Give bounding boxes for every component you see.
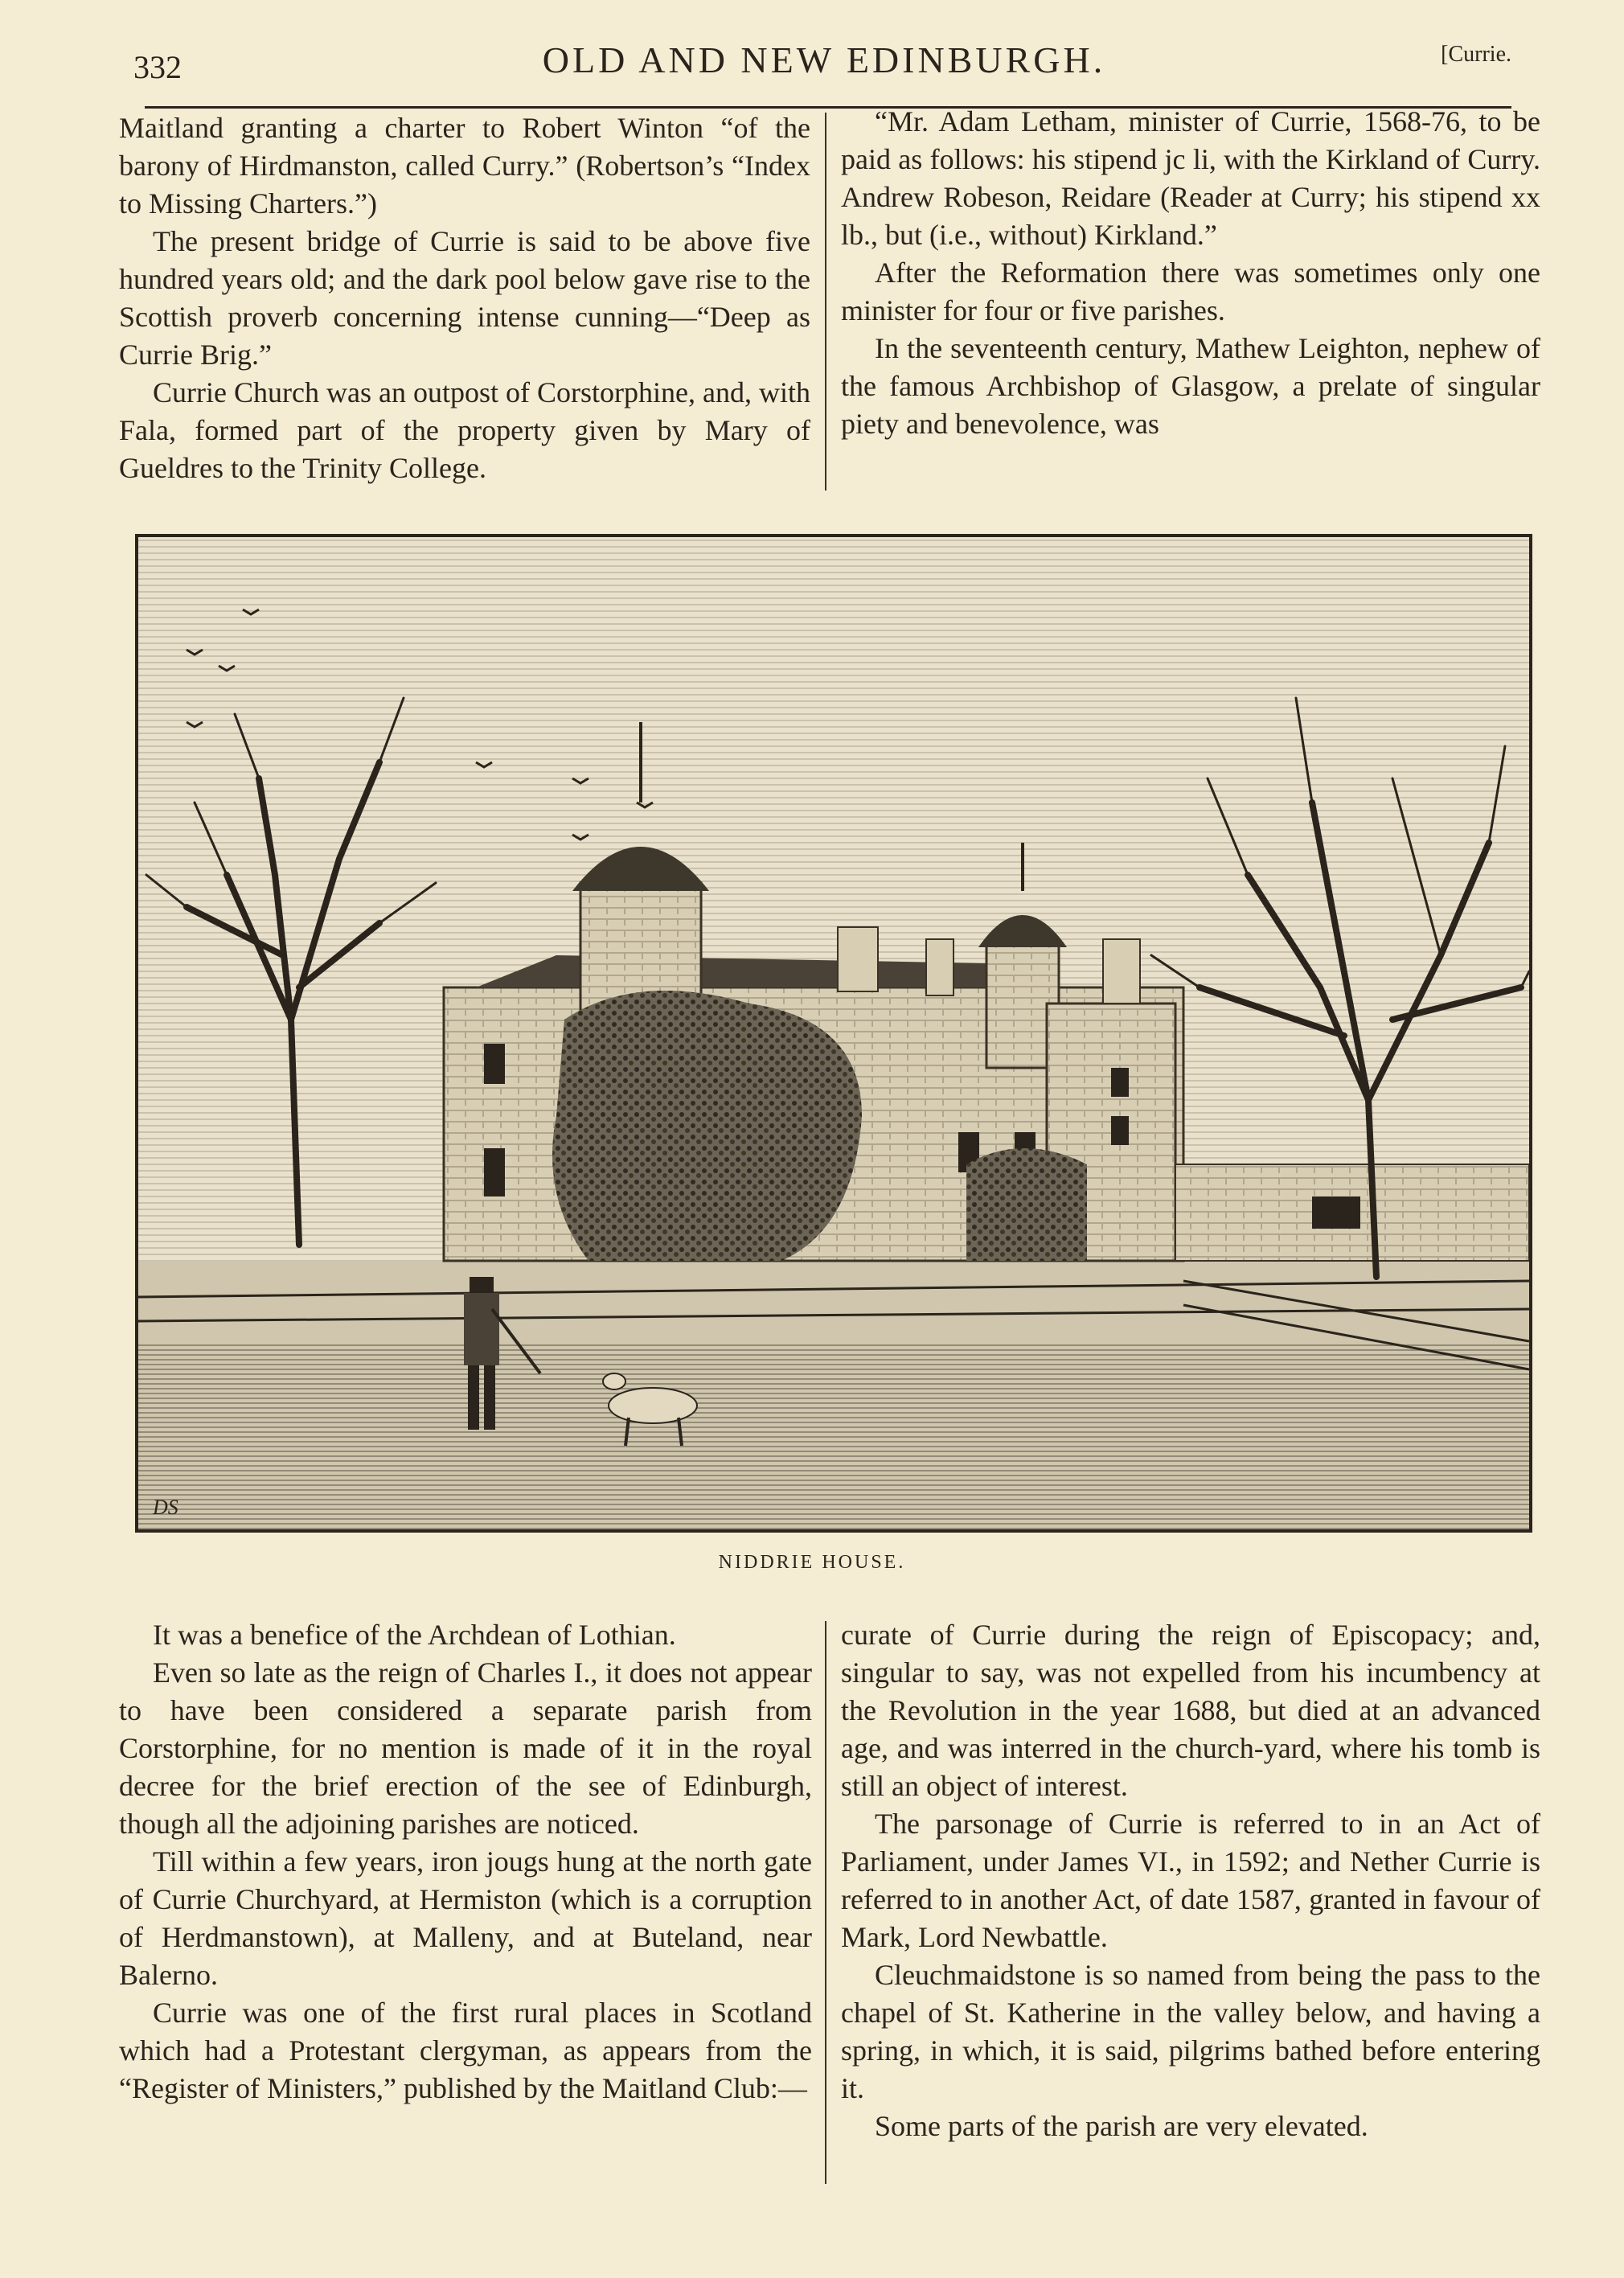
left-column-top [119, 109, 810, 487]
ivy [552, 991, 862, 1261]
running-header [121, 31, 1528, 85]
paragraph: curate of Currie during the reign of Episcopacy; and, singular to say, was not expelled from his incumbency at the Revolution in the year 1688, but died at an advanced age, and was interred in the church-yard, where his tomb is still an object of interest. [841, 1619, 1540, 1802]
paragraph: In the seventeenth century, Mathew Leighton, nephew of the famous Archbishop of Glasgow, a prelate of singular piety and benevolence, was [841, 332, 1540, 440]
paragraph: Cleuchmaidstone is so named from being the pass to the chapel of St. Katherine in the valley below, and having a spring, in which, it is said, pilgrims bathed before entering it. [841, 1959, 1540, 2104]
niddrie-house-engraving [135, 534, 1532, 1533]
left-column-bottom [119, 1616, 812, 2108]
column-divider-top [825, 113, 826, 490]
right-column-top [841, 103, 1540, 443]
paragraph: Till within a few years, iron jougs hung at the north gate of Currie Churchyard, at Hermiston (which is a corruption of Herdmanstown), at Malleny, and at Buteland, near Balerno. [119, 1845, 812, 1991]
paragraph: Maitland granting a charter to Robert Winton “of the barony of Hirdmanston, called Curry.” (Robertson’s “Index to Missing Charters.”) [119, 112, 810, 220]
paragraph: Even so late as the reign of Charles I., it does not appear to have been considered a separate parish from Corstorphine, for no mention is made of it in the royal decree for the brief erection of the see of Edinburgh, though all the adjoining parishes are noticed. [119, 1656, 812, 1840]
paragraph: It was a benefice of the Archdean of Lothian. [153, 1619, 676, 1651]
paragraph: “Mr. Adam Letham, minister of Currie, 1568-76, to be paid as follows: his stipend jc li, with the Kirkland of Curry. Andrew Robeson, Reidare (Reader at Curry; his stipend xx lb., but (i.e., without) Kirkland.” [841, 105, 1540, 251]
paragraph: After the Reformation there was sometimes only one minister for four or five parishes. [841, 257, 1540, 326]
paragraph: The parsonage of Currie is referred to in an Act of Parliament, under James VI., in 1592; and Nether Currie is referred to in another Act, of date 1587, granted in favour of Mark, Lord Newbattle. [841, 1808, 1540, 1953]
running-title: OLD AND NEW EDINBURGH. [542, 39, 1106, 80]
paragraph: Currie was one of the first rural places in Scotland which had a Protestant clergyman, as appears from the “Register of Ministers,” published by the Maitland Club:— [119, 1997, 812, 2104]
paragraph: Currie Church was an outpost of Corstorphine, and, with Fala, formed part of the property given by Mary of Gueldres to the Trinity College. [119, 376, 810, 484]
ivy-porch [966, 1148, 1087, 1261]
engraver-signature: DS [153, 1496, 178, 1519]
lawn-shading [138, 1341, 1529, 1529]
engraving-image [138, 537, 1529, 1529]
paragraph: Some parts of the parish are very elevated. [875, 2110, 1368, 2142]
illustration-caption: NIDDRIE HOUSE. [718, 1552, 906, 1573]
section-label: [Currie. [1441, 42, 1511, 67]
paragraph: The present bridge of Currie is said to be above five hundred years old; and the dark pool below gave rise to the Scottish proverb concerning intense cunning—“Deep as Currie Brig.” [119, 225, 810, 371]
right-column-bottom [841, 1616, 1540, 2145]
page-number: 332 [133, 49, 182, 85]
column-divider-bottom [825, 1621, 826, 2184]
